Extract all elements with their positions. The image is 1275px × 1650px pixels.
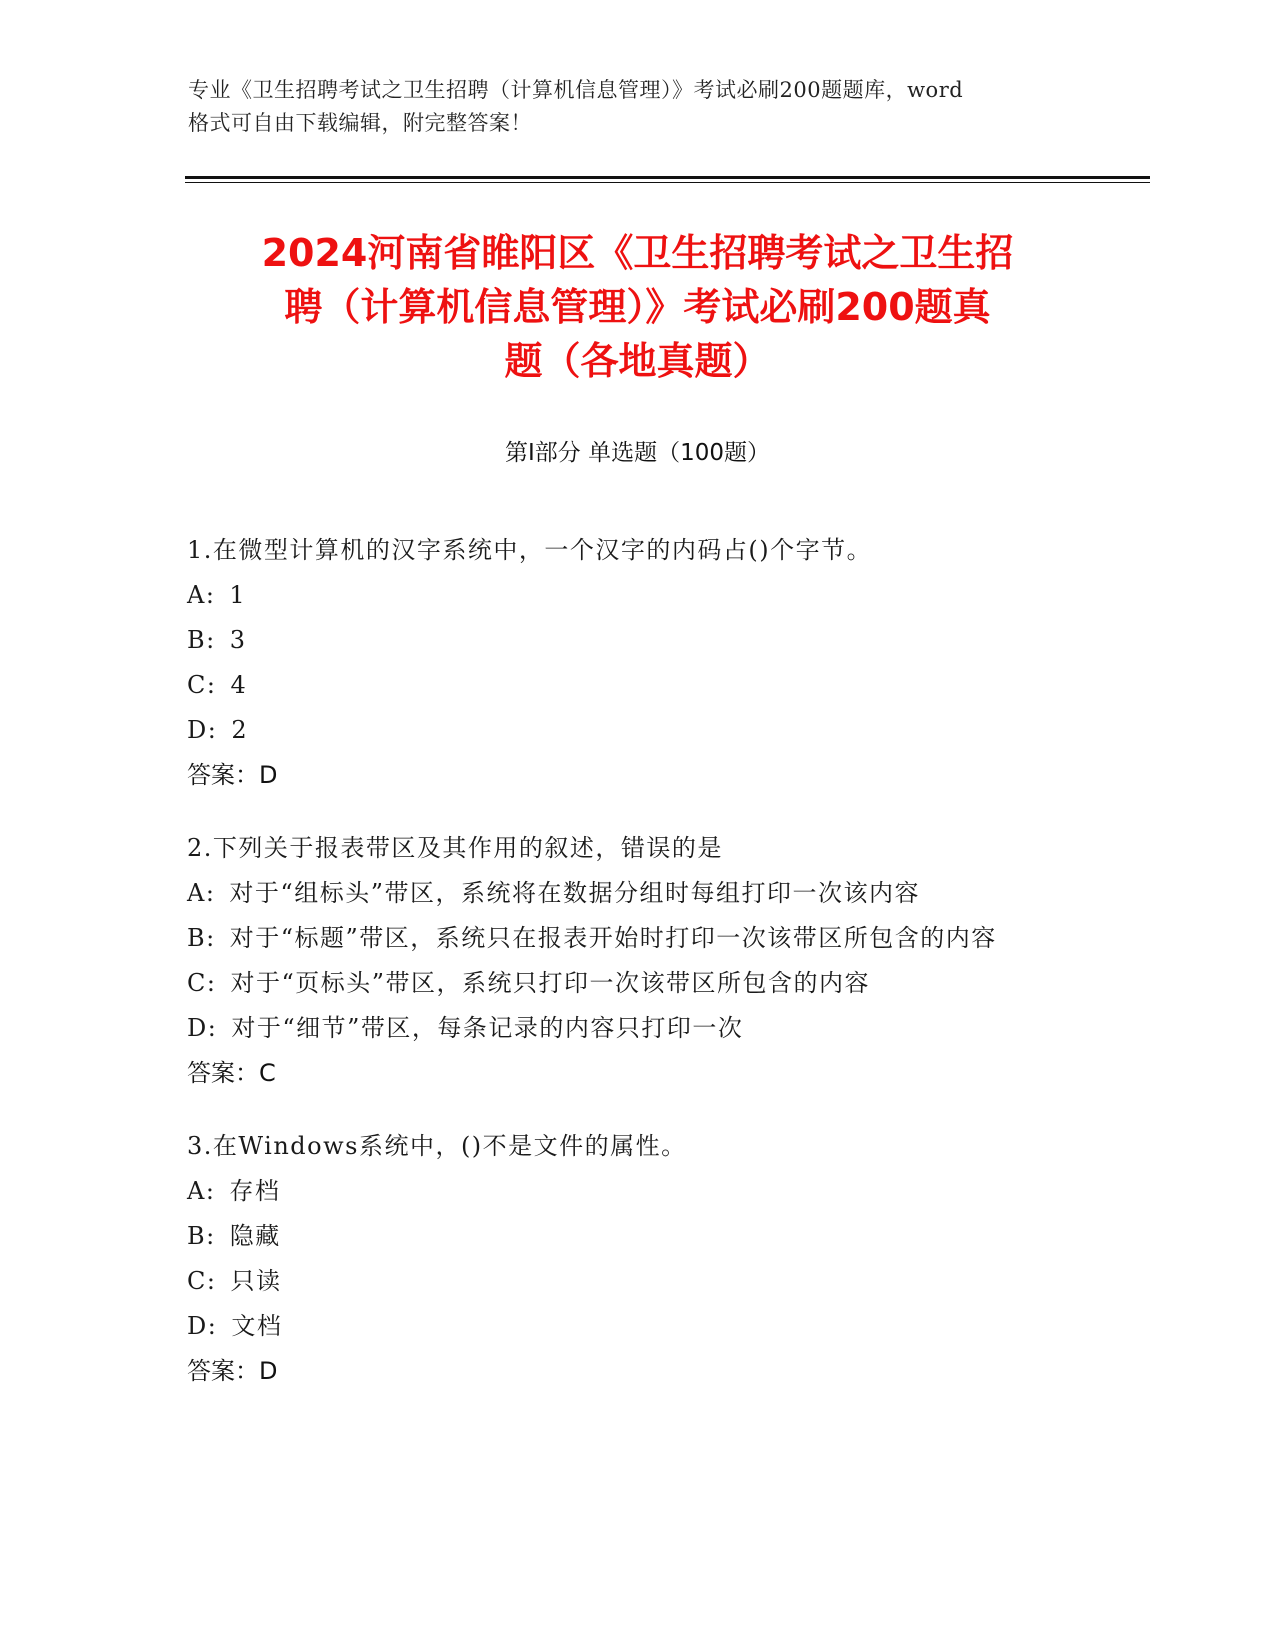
header-divider-thin bbox=[185, 182, 1150, 183]
option-text: 隐藏 bbox=[229, 1222, 281, 1250]
answer-line: 答案：D bbox=[187, 1357, 278, 1385]
question-item bbox=[187, 528, 1087, 798]
option-b bbox=[187, 618, 1087, 663]
option-key: B: bbox=[187, 924, 216, 952]
option-text: 文档 bbox=[231, 1312, 283, 1340]
document-title-line-2: 聘（计算机信息管理）》考试必刷200题真 bbox=[284, 285, 991, 329]
option-b bbox=[187, 916, 1087, 961]
option-a bbox=[187, 1169, 1087, 1214]
header-note-line-1: 专业《卫生招聘考试之卫生招聘（计算机信息管理）》考试必刷200题题库，word bbox=[188, 78, 964, 102]
option-text: 只读 bbox=[230, 1267, 282, 1295]
option-b bbox=[187, 1214, 1087, 1259]
option-text: 对于“标题”带区，系统只在报表开始时打印一次该带区所包含的内容 bbox=[229, 924, 997, 952]
option-key: C: bbox=[187, 671, 217, 699]
question-stem: 1.在微型计算机的汉字系统中，一个汉字的内码占()个字节。 bbox=[187, 536, 873, 564]
question-item bbox=[187, 1124, 1087, 1394]
option-text: 4 bbox=[230, 671, 248, 699]
option-d bbox=[187, 1006, 1087, 1051]
document-title-line-1: 2024河南省睢阳区《卫生招聘考试之卫生招 bbox=[261, 231, 1014, 275]
question-stem: 3.在Windows系统中，()不是文件的属性。 bbox=[187, 1132, 687, 1160]
option-key: D: bbox=[187, 1312, 218, 1340]
option-key: A: bbox=[187, 581, 216, 609]
option-text: 2 bbox=[231, 716, 249, 744]
option-key: B: bbox=[187, 626, 216, 654]
option-key: C: bbox=[187, 969, 217, 997]
option-key: B: bbox=[187, 1222, 216, 1250]
option-c bbox=[187, 1259, 1087, 1304]
option-text: 对于“组标头”带区，系统将在数据分组时每组打印一次该内容 bbox=[229, 879, 920, 907]
option-text: 存档 bbox=[229, 1177, 281, 1205]
option-a bbox=[187, 871, 1087, 916]
option-key: A: bbox=[187, 1177, 216, 1205]
question-list bbox=[187, 528, 1087, 1422]
option-text: 对于“页标头”带区，系统只打印一次该带区所包含的内容 bbox=[230, 969, 870, 997]
option-d bbox=[187, 1304, 1087, 1349]
option-key: A: bbox=[187, 879, 216, 907]
header-note-line-2: 格式可自由下载编辑，附完整答案！ bbox=[188, 111, 532, 135]
answer-line: 答案：D bbox=[187, 761, 278, 789]
question-item bbox=[187, 826, 1087, 1096]
document-title-line-3: 题（各地真题） bbox=[504, 339, 771, 383]
option-d bbox=[187, 708, 1087, 753]
section-title: 第Ⅰ部分 单选题（100题） bbox=[505, 440, 770, 466]
option-a bbox=[187, 573, 1087, 618]
option-c bbox=[187, 663, 1087, 708]
answer-line: 答案：C bbox=[187, 1059, 276, 1087]
option-c bbox=[187, 961, 1087, 1006]
option-key: D: bbox=[187, 1014, 218, 1042]
question-stem: 2.下列关于报表带区及其作用的叙述，错误的是 bbox=[187, 834, 723, 862]
option-text: 1 bbox=[229, 581, 247, 609]
header-note bbox=[188, 74, 1088, 140]
option-text: 3 bbox=[229, 626, 247, 654]
header-divider-thick bbox=[185, 176, 1150, 179]
option-text: 对于“细节”带区，每条记录的内容只打印一次 bbox=[231, 1014, 744, 1042]
option-key: D: bbox=[187, 716, 218, 744]
option-key: C: bbox=[187, 1267, 217, 1295]
document-title bbox=[160, 226, 1115, 388]
